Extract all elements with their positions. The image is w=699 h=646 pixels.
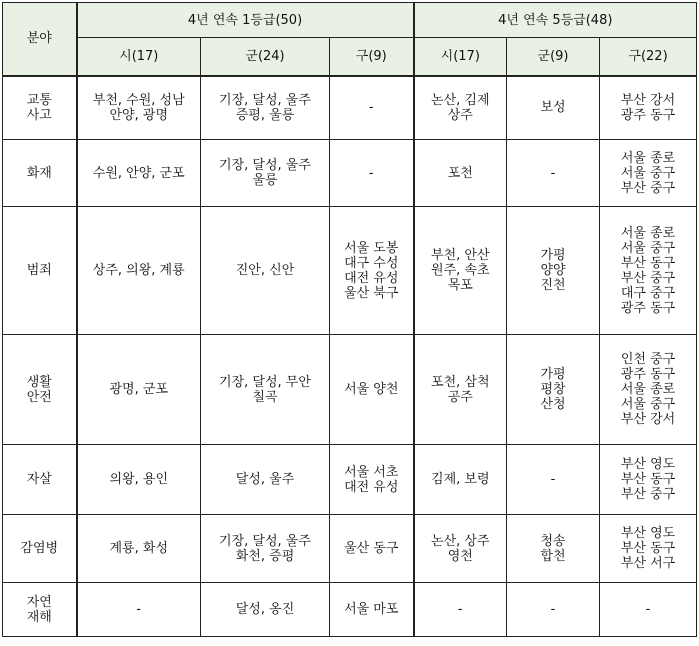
table-cell: 가평 양양 진천 bbox=[507, 207, 600, 335]
table-row-suicide bbox=[3, 445, 697, 515]
sub-header-count: (17) bbox=[453, 48, 480, 64]
table-cell: 진안, 신안 bbox=[201, 207, 330, 335]
table-cell: - bbox=[414, 583, 507, 637]
row-label: 자연 재해 bbox=[3, 583, 77, 637]
table-row-crime bbox=[3, 207, 697, 335]
table-cell: 서울 종로 서울 중구 부산 중구 bbox=[600, 140, 697, 207]
table-cell: 인천 중구 광주 동구 서울 종로 서울 중구 부산 강서 bbox=[600, 335, 697, 445]
table-cell: 서울 종로 서울 중구 부산 동구 부산 중구 대구 중구 광주 동구 bbox=[600, 207, 697, 335]
header-row-top bbox=[3, 3, 697, 38]
table-cell: - bbox=[330, 140, 414, 207]
row-label: 교통 사고 bbox=[3, 76, 77, 140]
table-row-fire bbox=[3, 140, 697, 207]
sub-header-count: (17) bbox=[131, 48, 159, 64]
table-row-infectious-disease bbox=[3, 515, 697, 583]
table-cell: 부산 영도 부산 동구 부산 중구 bbox=[600, 445, 697, 515]
sub-header-gun-grade5 bbox=[507, 38, 600, 76]
table-cell: 계룡, 화성 bbox=[77, 515, 201, 583]
sub-header-gun-grade1 bbox=[201, 38, 330, 76]
table-cell: 서울 양천 bbox=[330, 335, 414, 445]
group-grade1-header bbox=[77, 3, 414, 38]
sub-header-label: 구 bbox=[355, 48, 369, 64]
field-header: 분야 bbox=[3, 3, 77, 76]
table-row-traffic bbox=[3, 76, 697, 140]
row-label: 생활 안전 bbox=[3, 335, 77, 445]
table-cell: - bbox=[600, 583, 697, 637]
table-cell: 상주, 의왕, 계룡 bbox=[77, 207, 201, 335]
group-grade1-title: 4년 연속 1등급 bbox=[187, 12, 276, 28]
sub-header-count: (22) bbox=[640, 48, 668, 64]
safety-grade-table bbox=[2, 2, 697, 637]
sub-header-gu-grade5 bbox=[600, 38, 697, 76]
row-label: 범죄 bbox=[3, 207, 77, 335]
table-cell: 달성, 울주 bbox=[201, 445, 330, 515]
table-cell: 가평 평창 산청 bbox=[507, 335, 600, 445]
sub-header-label: 군 bbox=[245, 48, 258, 64]
table-cell: - bbox=[507, 140, 600, 207]
table-cell: - bbox=[507, 583, 600, 637]
row-label: 화재 bbox=[3, 140, 77, 207]
table-cell: 포천 bbox=[414, 140, 507, 207]
table-cell: - bbox=[77, 583, 201, 637]
sub-header-count: (9) bbox=[368, 48, 387, 64]
table-cell: 수원, 안양, 군포 bbox=[77, 140, 201, 207]
table-cell: 포천, 삼척 공주 bbox=[414, 335, 507, 445]
table-cell: 김제, 보령 bbox=[414, 445, 507, 515]
table-cell: 논산, 상주 영천 bbox=[414, 515, 507, 583]
table-cell: 기장, 달성, 울주 증평, 울릉 bbox=[201, 76, 330, 140]
sub-header-gu-grade1 bbox=[330, 38, 414, 76]
table-cell: 청송 합천 bbox=[507, 515, 600, 583]
table-cell: - bbox=[330, 76, 414, 140]
table-cell: 부산 영도 부산 동구 부산 서구 bbox=[600, 515, 697, 583]
table-cell: 서울 도봉 대구 수성 대전 유성 울산 북구 bbox=[330, 207, 414, 335]
sub-header-si-grade5 bbox=[414, 38, 507, 76]
group-grade1-count: (50) bbox=[275, 12, 303, 28]
table-cell: - bbox=[507, 445, 600, 515]
table-row-living-safety bbox=[3, 335, 697, 445]
table-row-natural-disaster bbox=[3, 583, 697, 637]
table-cell: 기장, 달성, 무안 칠곡 bbox=[201, 335, 330, 445]
row-label: 자살 bbox=[3, 445, 77, 515]
table-cell: 부천, 안산 원주, 속초 목포 bbox=[414, 207, 507, 335]
sub-header-label: 시 bbox=[119, 48, 132, 64]
table-cell: 기장, 달성, 울주 화천, 증평 bbox=[201, 515, 330, 583]
table-cell: 서울 서초 대전 유성 bbox=[330, 445, 414, 515]
sub-header-label: 시 bbox=[440, 48, 454, 64]
group-grade5-header bbox=[414, 3, 697, 38]
table-cell: 광명, 군포 bbox=[77, 335, 201, 445]
table-cell: 달성, 옹진 bbox=[201, 583, 330, 637]
table-cell: 부산 강서 광주 동구 bbox=[600, 76, 697, 140]
header-row-sub bbox=[3, 38, 697, 76]
table-cell: 기장, 달성, 울주 울릉 bbox=[201, 140, 330, 207]
sub-header-count: (24) bbox=[257, 48, 285, 64]
sub-header-si-grade1 bbox=[77, 38, 201, 76]
sub-header-count: (9) bbox=[550, 48, 569, 64]
sub-header-label: 구 bbox=[628, 48, 641, 64]
row-label: 감염병 bbox=[3, 515, 77, 583]
sub-header-label: 군 bbox=[537, 48, 551, 64]
group-grade5-count: (48) bbox=[585, 12, 613, 28]
table-cell: 보성 bbox=[507, 76, 600, 140]
table-cell: 논산, 김제 상주 bbox=[414, 76, 507, 140]
table-cell: 부천, 수원, 성남 안양, 광명 bbox=[77, 76, 201, 140]
table-cell: 울산 동구 bbox=[330, 515, 414, 583]
table-cell: 서울 마포 bbox=[330, 583, 414, 637]
table-cell: 의왕, 용인 bbox=[77, 445, 201, 515]
group-grade5-title: 4년 연속 5등급 bbox=[498, 12, 586, 28]
